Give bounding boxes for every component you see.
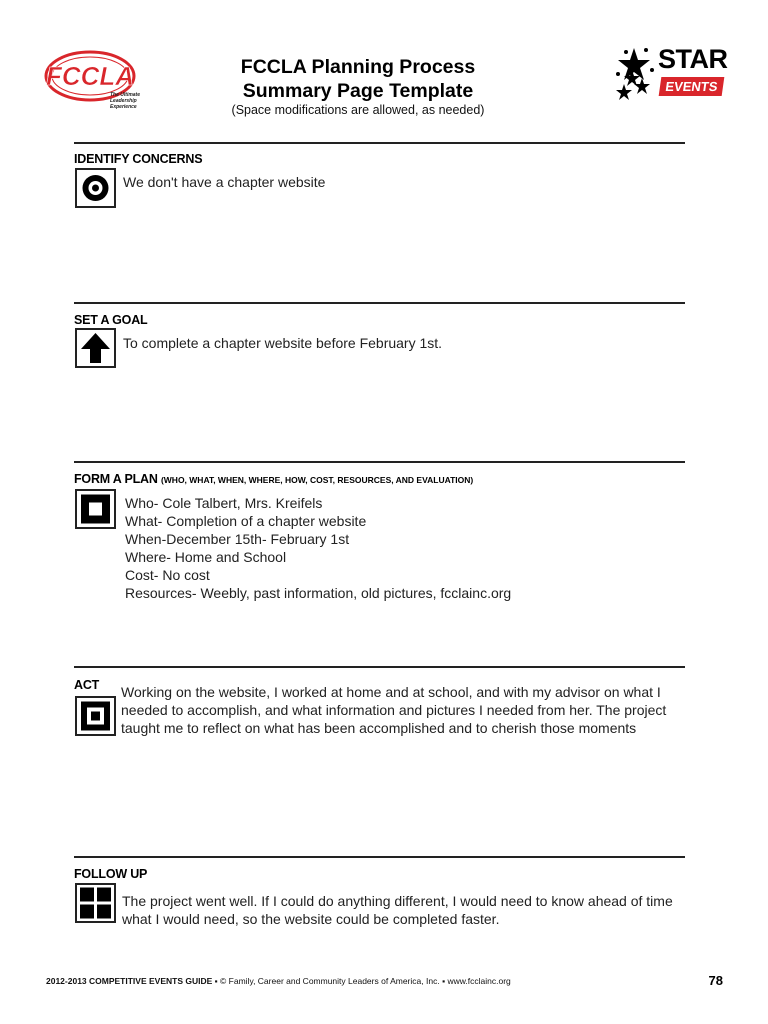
- section-title-follow-up: FOLLOW UP: [74, 867, 148, 881]
- text-line: What- Completion of a chapter website: [125, 513, 367, 529]
- footer-guide: 2012-2013 COMPETITIVE EVENTS GUIDE: [46, 976, 213, 986]
- footer-website: www.fcclainc.org: [447, 976, 511, 986]
- square-icon: [75, 489, 116, 529]
- page-number: 78: [708, 973, 723, 988]
- text-line: needed to accomplish, and what information and pictures I needed from her. The project: [121, 702, 667, 718]
- identify-concerns-text: [123, 173, 325, 191]
- events-badge: EVENTS: [659, 77, 725, 96]
- svg-text:Leadership: Leadership: [110, 98, 137, 104]
- text-line: Working on the website, I worked at home and at school, and with my advisor on what I: [121, 684, 661, 700]
- svg-text:Experience: Experience: [110, 104, 137, 110]
- section-divider: [74, 302, 685, 304]
- text-line: The project went well. If I could do anything different, I would need to know ahead of time: [122, 893, 673, 909]
- footer-copyright: © Family, Career and Community Leaders of America, Inc.: [220, 976, 440, 986]
- page-footer: [46, 976, 511, 986]
- svg-text:The Ultimate: The Ultimate: [110, 92, 141, 98]
- page-title: FCCLA Planning Process: [240, 56, 476, 78]
- text-line: taught me to reflect on what has been accomplished and to cherish those moments: [121, 720, 637, 736]
- section-divider: [74, 666, 685, 668]
- section-divider: [74, 856, 685, 858]
- up-arrow-icon: [75, 328, 116, 368]
- text-line: Where- Home and School: [125, 549, 287, 565]
- footer-bullet: ▪: [214, 976, 218, 986]
- page-title-line2: Summary Page Template: [242, 80, 474, 102]
- follow-up-text: [122, 892, 673, 928]
- set-a-goal-text: [123, 334, 442, 352]
- section-title-identify-concerns: IDENTIFY CONCERNS: [74, 152, 203, 166]
- text-line: Who- Cole Talbert, Mrs. Kreifels: [125, 495, 323, 511]
- section-divider: [74, 461, 685, 463]
- four-squares-icon: [75, 883, 116, 923]
- text-line: what I would need, so the website could be completed faster.: [122, 911, 500, 927]
- nested-square-icon: [75, 696, 116, 736]
- section-title-form-a-plan: [74, 472, 473, 486]
- text-line: Cost- No cost: [125, 567, 210, 583]
- target-icon: [75, 168, 116, 208]
- star-logo-word: STAR: [658, 44, 728, 74]
- page-subtitle: (Space modifications are allowed, as needed): [231, 103, 485, 117]
- section-title-act: ACT: [74, 678, 100, 692]
- text-line: When-December 15th- February 1st: [125, 531, 350, 547]
- svg-text:FCCLA: FCCLA: [45, 61, 135, 91]
- section-title-sub: (WHO, WHAT, WHEN, WHERE, HOW, COST, RESOURCES, AND EVALUATION): [160, 475, 474, 485]
- section-divider: [74, 142, 685, 144]
- text-line: Resources- Weebly, past information, old pictures, fcclainc.org: [125, 585, 512, 601]
- act-text: [121, 683, 666, 737]
- text-line: To complete a chapter website before February 1st.: [123, 335, 443, 351]
- section-title-set-a-goal: SET A GOAL: [74, 313, 148, 327]
- footer-bullet: ▪: [442, 976, 446, 986]
- form-a-plan-text: [125, 494, 511, 602]
- section-title-text: FORM A PLAN: [74, 472, 158, 486]
- text-line: We don't have a chapter website: [123, 174, 326, 190]
- fccla-logo: [44, 44, 156, 116]
